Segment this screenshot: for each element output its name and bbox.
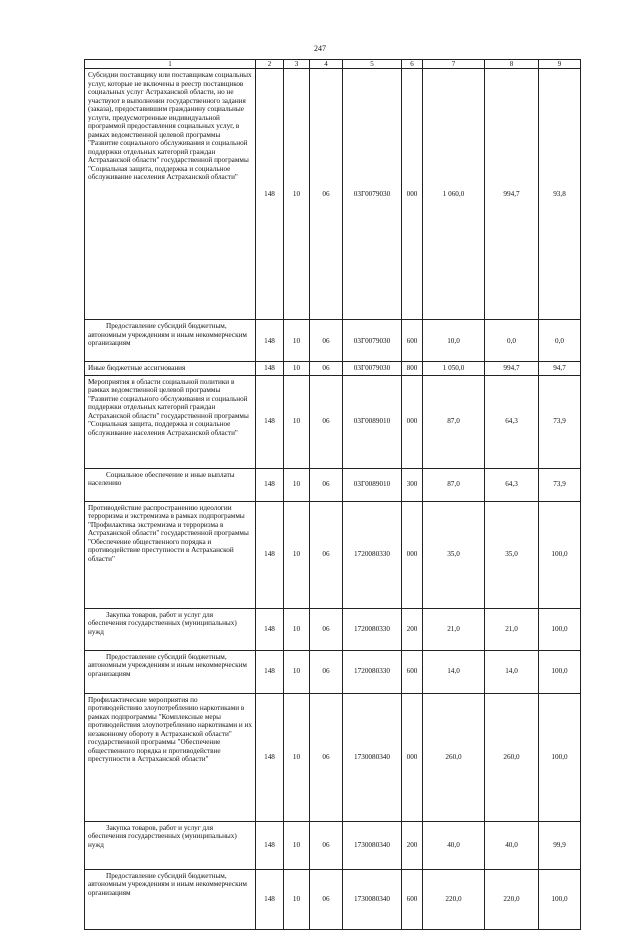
row-executed-cell: 14,0 <box>485 650 539 693</box>
table-row <box>85 69 581 320</box>
row-subsection-cell: 06 <box>310 501 343 608</box>
row-ministry-cell: 148 <box>256 375 284 468</box>
row-section-cell: 10 <box>284 693 310 821</box>
row-name-cell: Профилактические мероприятия по противодействию злоупотреблению наркотиками в рамках подпрограммы "Комплексные меры противодействия злоупотреблению наркотиками и их незаконному обороту в Астраханской области" государственной программы "Обеспечение общественного порядка и противодействие преступности в Астраханской области" <box>85 693 256 821</box>
row-expense-type-cell: 000 <box>402 69 423 320</box>
header-cell: 1 <box>85 60 256 69</box>
header-cell: 7 <box>423 60 485 69</box>
header-cell: 8 <box>485 60 539 69</box>
table-row <box>85 821 581 869</box>
row-subsection-cell: 06 <box>310 821 343 869</box>
table-row <box>85 362 581 375</box>
row-section-cell: 10 <box>284 375 310 468</box>
table-row <box>85 320 581 362</box>
row-name-cell: Субсидии поставщику или поставщикам социальных услуг, которые не включены в реестр поставщиков социальных услуг Астраханской области, но не участвуют в выполнении государственного задания (заказа), предоставившим гражданину социальные услуги, предусмотренные индивидуальной программой предоставления социальных услуг, в рамках ведомственной целевой программы "Развитие социального обслуживания и социальной поддержки отдельных категорий граждан Астраханской области" государственной программы "Социальная защита, поддержка и социальное обслуживание населения Астраханской области" <box>85 69 256 320</box>
row-section-cell: 10 <box>284 320 310 362</box>
row-percent-cell: 100,0 <box>539 869 581 929</box>
row-subsection-cell: 06 <box>310 869 343 929</box>
row-percent-cell: 99,9 <box>539 821 581 869</box>
row-name-cell: Мероприятия в области социальной политики в рамках ведомственной целевой программы "Развитие социального обслуживания и социальной поддержки отдельных категорий граждан Астраханской области" государственной программы "Социальная защита, поддержка и социальное обслуживание населения Астраханской области" <box>85 375 256 468</box>
table-row <box>85 650 581 693</box>
row-percent-cell: 100,0 <box>539 693 581 821</box>
header-cell: 3 <box>284 60 310 69</box>
row-ministry-cell: 148 <box>256 608 284 650</box>
row-percent-cell: 93,8 <box>539 69 581 320</box>
row-section-cell: 10 <box>284 608 310 650</box>
row-plan-cell: 40,0 <box>423 821 485 869</box>
page-number: 247 <box>314 44 326 53</box>
row-section-cell: 10 <box>284 501 310 608</box>
table-row <box>85 693 581 821</box>
row-name-cell: Социальное обеспечение и иные выплаты населению <box>85 468 256 501</box>
row-expense-type-cell: 600 <box>402 320 423 362</box>
row-executed-cell: 994,7 <box>485 362 539 375</box>
row-section-cell: 10 <box>284 869 310 929</box>
table-header-row <box>85 60 581 69</box>
table-row <box>85 869 581 929</box>
row-ministry-cell: 148 <box>256 693 284 821</box>
row-percent-cell: 73,9 <box>539 375 581 468</box>
header-cell: 6 <box>402 60 423 69</box>
row-subsection-cell: 06 <box>310 375 343 468</box>
row-target-article-cell: 1730080340 <box>343 821 402 869</box>
header-cell: 5 <box>343 60 402 69</box>
row-target-article-cell: 1720080330 <box>343 501 402 608</box>
row-plan-cell: 1 050,0 <box>423 362 485 375</box>
row-executed-cell: 40,0 <box>485 821 539 869</box>
row-expense-type-cell: 600 <box>402 869 423 929</box>
row-subsection-cell: 06 <box>310 650 343 693</box>
row-plan-cell: 87,0 <box>423 468 485 501</box>
row-subsection-cell: 06 <box>310 320 343 362</box>
row-percent-cell: 100,0 <box>539 650 581 693</box>
row-name-cell: Предоставление субсидий бюджетным, автономным учреждениям и иным некоммерческим организациям <box>85 650 256 693</box>
row-plan-cell: 87,0 <box>423 375 485 468</box>
row-ministry-cell: 148 <box>256 468 284 501</box>
row-executed-cell: 994,7 <box>485 69 539 320</box>
row-name-cell: Предоставление субсидий бюджетным, автономным учреждениям и иным некоммерческим организациям <box>85 869 256 929</box>
row-section-cell: 10 <box>284 650 310 693</box>
row-section-cell: 10 <box>284 821 310 869</box>
row-target-article-cell: 03Г0079030 <box>343 362 402 375</box>
row-ministry-cell: 148 <box>256 69 284 320</box>
row-name-cell: Закупка товаров, работ и услуг для обеспечения государственных (муниципальных) нужд <box>85 608 256 650</box>
row-ministry-cell: 148 <box>256 821 284 869</box>
row-subsection-cell: 06 <box>310 69 343 320</box>
row-expense-type-cell: 200 <box>402 608 423 650</box>
row-executed-cell: 220,0 <box>485 869 539 929</box>
budget-table <box>84 59 581 930</box>
header-cell: 2 <box>256 60 284 69</box>
row-target-article-cell: 03Г0089010 <box>343 468 402 501</box>
row-expense-type-cell: 000 <box>402 501 423 608</box>
row-section-cell: 10 <box>284 69 310 320</box>
table-row <box>85 501 581 608</box>
table-row <box>85 468 581 501</box>
header-cell: 4 <box>310 60 343 69</box>
row-ministry-cell: 148 <box>256 501 284 608</box>
row-subsection-cell: 06 <box>310 468 343 501</box>
row-expense-type-cell: 000 <box>402 693 423 821</box>
row-plan-cell: 14,0 <box>423 650 485 693</box>
row-ministry-cell: 148 <box>256 650 284 693</box>
row-name-cell: Иные бюджетные ассигнования <box>85 362 256 375</box>
row-executed-cell: 64,3 <box>485 468 539 501</box>
row-executed-cell: 0,0 <box>485 320 539 362</box>
row-percent-cell: 0,0 <box>539 320 581 362</box>
row-section-cell: 10 <box>284 468 310 501</box>
row-target-article-cell: 1730080340 <box>343 693 402 821</box>
row-expense-type-cell: 600 <box>402 650 423 693</box>
row-expense-type-cell: 300 <box>402 468 423 501</box>
row-percent-cell: 94,7 <box>539 362 581 375</box>
row-percent-cell: 100,0 <box>539 501 581 608</box>
row-expense-type-cell: 200 <box>402 821 423 869</box>
row-executed-cell: 260,0 <box>485 693 539 821</box>
row-plan-cell: 1 060,0 <box>423 69 485 320</box>
row-percent-cell: 73,9 <box>539 468 581 501</box>
table-row <box>85 608 581 650</box>
row-target-article-cell: 03Г0079030 <box>343 69 402 320</box>
row-executed-cell: 64,3 <box>485 375 539 468</box>
row-target-article-cell: 1720080330 <box>343 608 402 650</box>
row-plan-cell: 10,0 <box>423 320 485 362</box>
row-name-cell: Закупка товаров, работ и услуг для обеспечения государственных (муниципальных) нужд <box>85 821 256 869</box>
row-ministry-cell: 148 <box>256 320 284 362</box>
row-name-cell: Предоставление субсидий бюджетным, автономным учреждениям и иным некоммерческим организациям <box>85 320 256 362</box>
row-plan-cell: 21,0 <box>423 608 485 650</box>
row-percent-cell: 100,0 <box>539 608 581 650</box>
row-subsection-cell: 06 <box>310 362 343 375</box>
row-plan-cell: 220,0 <box>423 869 485 929</box>
table-row <box>85 375 581 468</box>
row-target-article-cell: 1720080330 <box>343 650 402 693</box>
row-executed-cell: 21,0 <box>485 608 539 650</box>
row-plan-cell: 35,0 <box>423 501 485 608</box>
row-target-article-cell: 03Г0089010 <box>343 375 402 468</box>
row-expense-type-cell: 800 <box>402 362 423 375</box>
row-plan-cell: 260,0 <box>423 693 485 821</box>
row-subsection-cell: 06 <box>310 693 343 821</box>
row-ministry-cell: 148 <box>256 869 284 929</box>
row-subsection-cell: 06 <box>310 608 343 650</box>
row-expense-type-cell: 000 <box>402 375 423 468</box>
row-name-cell: Противодействие распространению идеологии терроризма и экстремизма в рамках подпрограммы "Профилактика экстремизма и терроризма в Астраханской области" государственной программы "Обеспечение общественного порядка и противодействие преступности в Астраханской области" <box>85 501 256 608</box>
row-executed-cell: 35,0 <box>485 501 539 608</box>
row-target-article-cell: 1730080340 <box>343 869 402 929</box>
row-target-article-cell: 03Г0079030 <box>343 320 402 362</box>
row-ministry-cell: 148 <box>256 362 284 375</box>
header-cell: 9 <box>539 60 581 69</box>
row-section-cell: 10 <box>284 362 310 375</box>
